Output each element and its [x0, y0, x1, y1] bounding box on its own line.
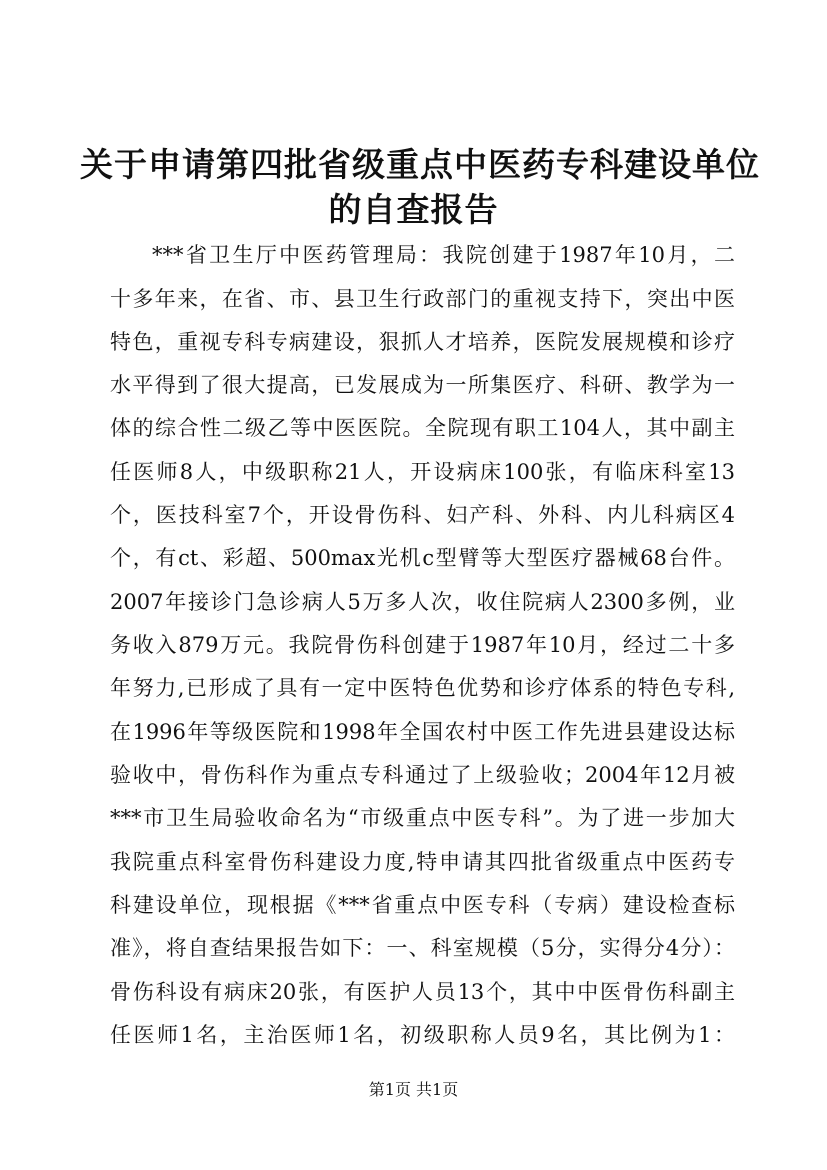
body-line: 年努力,已形成了具有一定中医特色优势和诊疗体系的特色专科,: [110, 676, 735, 700]
body-line: 任医师8人，中级职称21人，开设病床100张，有临床科室13: [110, 460, 735, 484]
body-line: 准》，将自查结果报告如下：一、科室规模（5分，实得分4分）：: [110, 936, 735, 960]
body-line: 验收中，骨伤科作为重点专科通过了上级验收；2004年12月被: [110, 763, 735, 787]
body-line: 在1996年等级医院和1998年全国农村中医工作先进县建设达标: [110, 720, 735, 744]
body-line: 水平得到了很大提高，已发展成为一所集医疗、科研、教学为一: [110, 373, 735, 397]
body-line: 个，医技科室7个，开设骨伤科、妇产科、外科、内儿科病区4: [110, 503, 735, 527]
body-line: 务收入879万元。我院骨伤科创建于1987年10月，经过二十多: [110, 633, 735, 657]
body-line: 科建设单位，现根据《***省重点中医专科（专病）建设检查标: [110, 893, 735, 917]
body-line: 体的综合性二级乙等中医医院。全院现有职工104人，其中副主: [110, 416, 735, 440]
body-line: 特色，重视专科专病建设，狠抓人才培养，医院发展规模和诊疗: [110, 330, 735, 354]
body-line: 个，有ct、彩超、500max光机c型臂等大型医疗器械68台件。: [110, 546, 735, 570]
body-line: 十多年来，在省、市、县卫生行政部门的重视支持下，突出中医: [110, 287, 735, 311]
body-line: ***市卫生局验收命名为“市级重点中医专科”。为了进一步加大: [110, 806, 735, 830]
body-line: ***省卫生厅中医药管理局：我院创建于1987年10月，二: [152, 243, 735, 267]
document-title-line-1: 关于申请第四批省级重点中医药专科建设单位: [80, 145, 760, 184]
page-footer: 第1页 共1页: [368, 1080, 459, 1099]
body-line: 骨伤科设有病床20张，有医护人员13个，其中中医骨伤科副主: [110, 980, 735, 1004]
document-title-line-2: 的自查报告: [328, 190, 499, 229]
body-line: 我院重点科室骨伤科建设力度,特申请其四批省级重点中医药专: [110, 850, 735, 874]
body-line: 2007年接诊门急诊病人5万多人次，收住院病人2300多例，业: [110, 590, 735, 614]
body-line: 任医师1名，主治医师1名，初级职称人员9名，其比例为1：: [110, 1023, 735, 1047]
